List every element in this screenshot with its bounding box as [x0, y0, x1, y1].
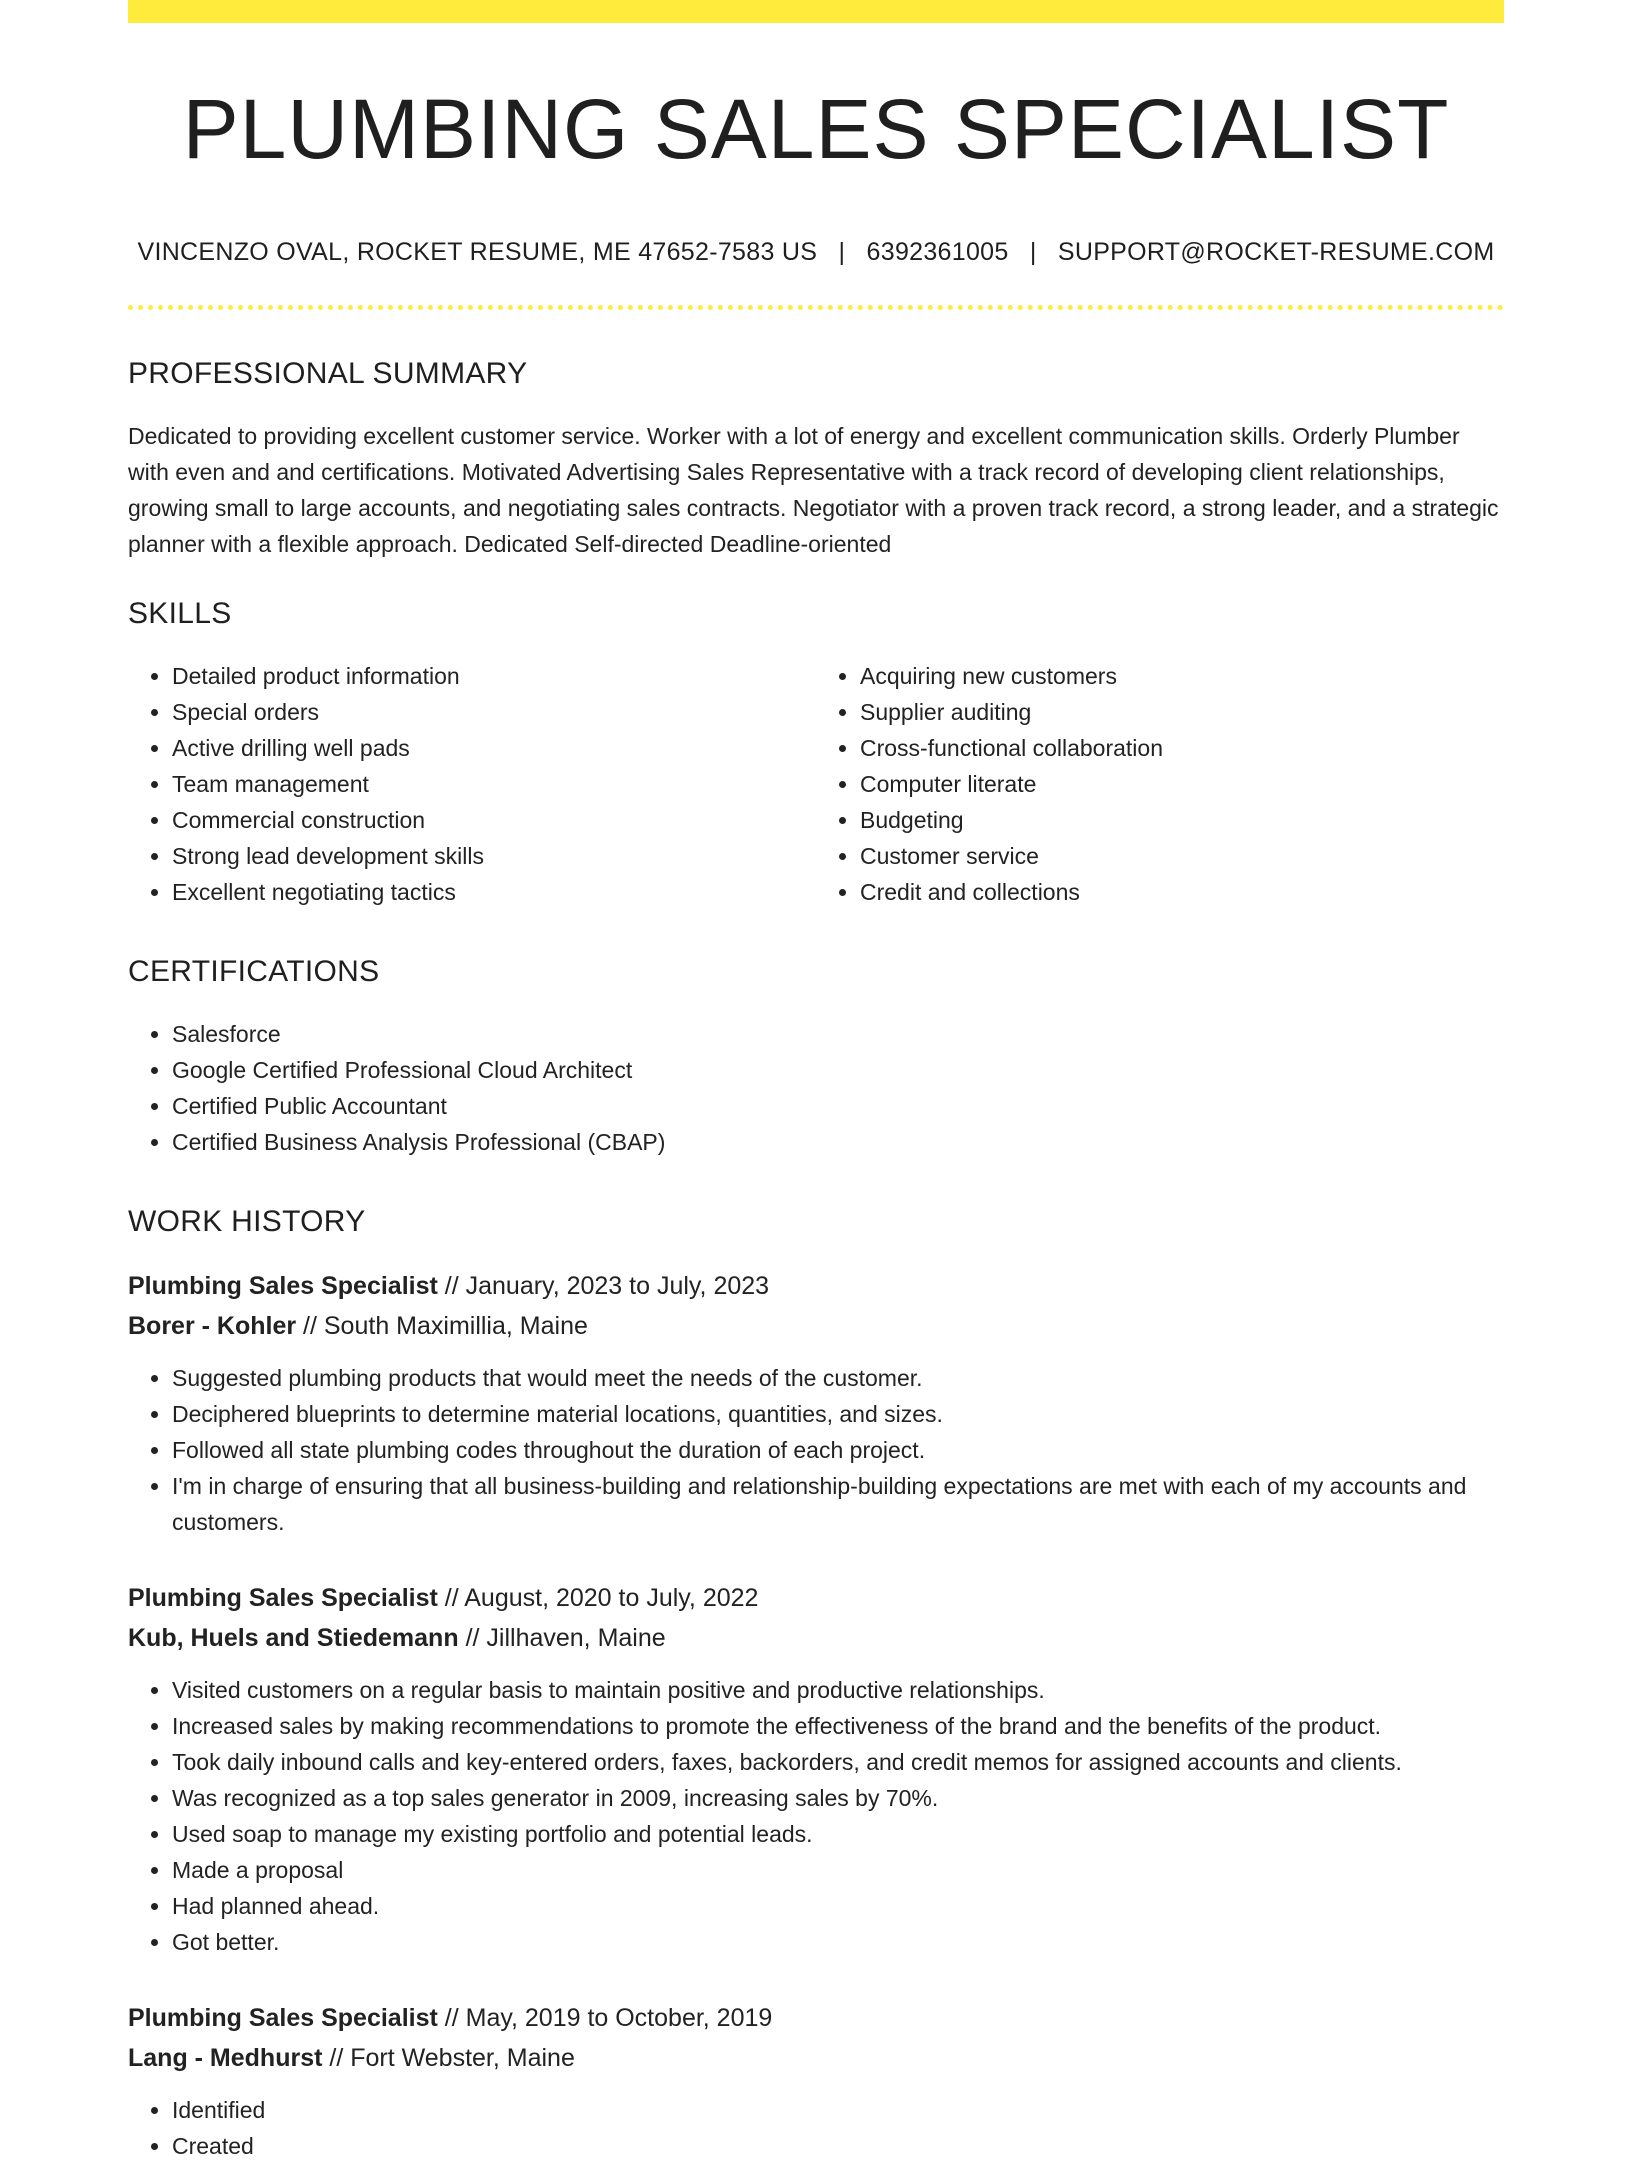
section-title-certifications: CERTIFICATIONS: [128, 955, 380, 989]
job-location: // Fort Webster, Maine: [329, 2044, 575, 2073]
job-bullet: • Made a proposal: [172, 1852, 1504, 1888]
resume-page: [128, 0, 1504, 2164]
job-company-line: [128, 1618, 1504, 1658]
job-bullets: [128, 2092, 1504, 2164]
job-bullet: • Identified: [172, 2092, 1504, 2128]
job-role: Plumbing Sales Specialist: [128, 1584, 438, 1613]
skills-grid: [128, 658, 1504, 910]
job-dates: // August, 2020 to July, 2022: [444, 1584, 759, 1613]
skill-item: • Acquiring new customers: [860, 658, 1504, 694]
job-entry: [128, 1998, 1504, 2164]
job-bullet: • Increased sales by making recommendations to promote the effectiveness of the brand and the benefits of the product.: [172, 1708, 1504, 1744]
job-bullet: • Got better.: [172, 1924, 1504, 1960]
skills-column-left: [128, 658, 816, 910]
certification-item: • Certified Business Analysis Professional (CBAP): [172, 1124, 1504, 1160]
skill-item: • Credit and collections: [860, 874, 1504, 910]
job-bullet: • I'm in charge of ensuring that all business-building and relationship-building expectations are met with each of my accounts and customers.: [172, 1468, 1504, 1540]
skill-item: • Excellent negotiating tactics: [172, 874, 816, 910]
skill-item: • Commercial construction: [172, 802, 816, 838]
skill-item: • Cross-functional collaboration: [860, 730, 1504, 766]
job-bullet: • Visited customers on a regular basis to maintain positive and productive relationships.: [172, 1672, 1504, 1708]
skill-item: • Customer service: [860, 838, 1504, 874]
dotted-divider: [128, 305, 1504, 310]
certification-item: • Google Certified Professional Cloud Architect: [172, 1052, 1504, 1088]
skill-item: • Detailed product information: [172, 658, 816, 694]
skill-item: • Strong lead development skills: [172, 838, 816, 874]
job-role: Plumbing Sales Specialist: [128, 1272, 438, 1301]
skill-item: • Supplier auditing: [860, 694, 1504, 730]
skill-item: • Special orders: [172, 694, 816, 730]
job-company: Borer - Kohler: [128, 1312, 297, 1341]
top-accent-bar: [128, 0, 1504, 23]
job-dates: // May, 2019 to October, 2019: [444, 2004, 773, 2033]
skills-column-right: [816, 658, 1504, 910]
contact-line: [128, 237, 1504, 267]
separator: |: [1029, 238, 1037, 267]
job-bullet: • Created: [172, 2128, 1504, 2164]
job-location: // Jillhaven, Maine: [465, 1624, 666, 1653]
certification-list: [128, 1016, 1504, 1160]
separator: |: [838, 238, 846, 267]
resume-title: PLUMBING SALES SPECIALIST: [182, 82, 1450, 176]
section-title-work-history: WORK HISTORY: [128, 1205, 366, 1239]
job-bullet: • Suggested plumbing products that would meet the needs of the customer.: [172, 1360, 1504, 1396]
job-bullet: • Took daily inbound calls and key-entered orders, faxes, backorders, and credit memos for assigned accounts and clients.: [172, 1744, 1504, 1780]
job-entry: [128, 1578, 1504, 1960]
job-bullet: • Deciphered blueprints to determine material locations, quantities, and sizes.: [172, 1396, 1504, 1432]
job-company: Kub, Huels and Stiedemann: [128, 1624, 459, 1653]
section-title-skills: SKILLS: [128, 597, 232, 631]
job-role: Plumbing Sales Specialist: [128, 2004, 438, 2033]
job-bullets: [128, 1360, 1504, 1540]
phone: 6392361005: [866, 238, 1009, 267]
certification-item: • Certified Public Accountant: [172, 1088, 1504, 1124]
job-bullet: • Had planned ahead.: [172, 1888, 1504, 1924]
job-location: // South Maximillia, Maine: [303, 1312, 588, 1341]
job-company-line: [128, 1306, 1504, 1346]
skill-item: • Computer literate: [860, 766, 1504, 802]
job-bullet: • Followed all state plumbing codes throughout the duration of each project.: [172, 1432, 1504, 1468]
job-bullet: • Was recognized as a top sales generator in 2009, increasing sales by 70%.: [172, 1780, 1504, 1816]
job-company-line: [128, 2038, 1504, 2078]
job-bullet: • Used soap to manage my existing portfolio and potential leads.: [172, 1816, 1504, 1852]
skill-item: • Budgeting: [860, 802, 1504, 838]
summary-text: Dedicated to providing excellent customer service. Worker with a lot of energy and excellent communication skills. Orderly Plumber with even and and certifications. Motivated Advertising Sales Representative with a track record of developing client relationships, growing small to large accounts, and negotiating sales contracts. Negotiator with a proven track record, a strong leader, and a strategic planner with a flexible approach. Dedicated Self-directed Deadline-oriented: [128, 423, 1499, 558]
job-role-line: [128, 1578, 1504, 1618]
address: VINCENZO OVAL, ROCKET RESUME, ME 47652-7583 US: [137, 238, 818, 267]
skill-item: • Team management: [172, 766, 816, 802]
job-bullets: [128, 1672, 1504, 1960]
section-title-summary: PROFESSIONAL SUMMARY: [128, 357, 528, 391]
job-entry: [128, 1266, 1504, 1540]
job-dates: // January, 2023 to July, 2023: [444, 1272, 770, 1301]
job-company: Lang - Medhurst: [128, 2044, 323, 2073]
job-role-line: [128, 1266, 1504, 1306]
email: SUPPORT@ROCKET-RESUME.COM: [1057, 238, 1495, 267]
certification-item: • Salesforce: [172, 1016, 1504, 1052]
job-role-line: [128, 1998, 1504, 2038]
skill-item: • Active drilling well pads: [172, 730, 816, 766]
